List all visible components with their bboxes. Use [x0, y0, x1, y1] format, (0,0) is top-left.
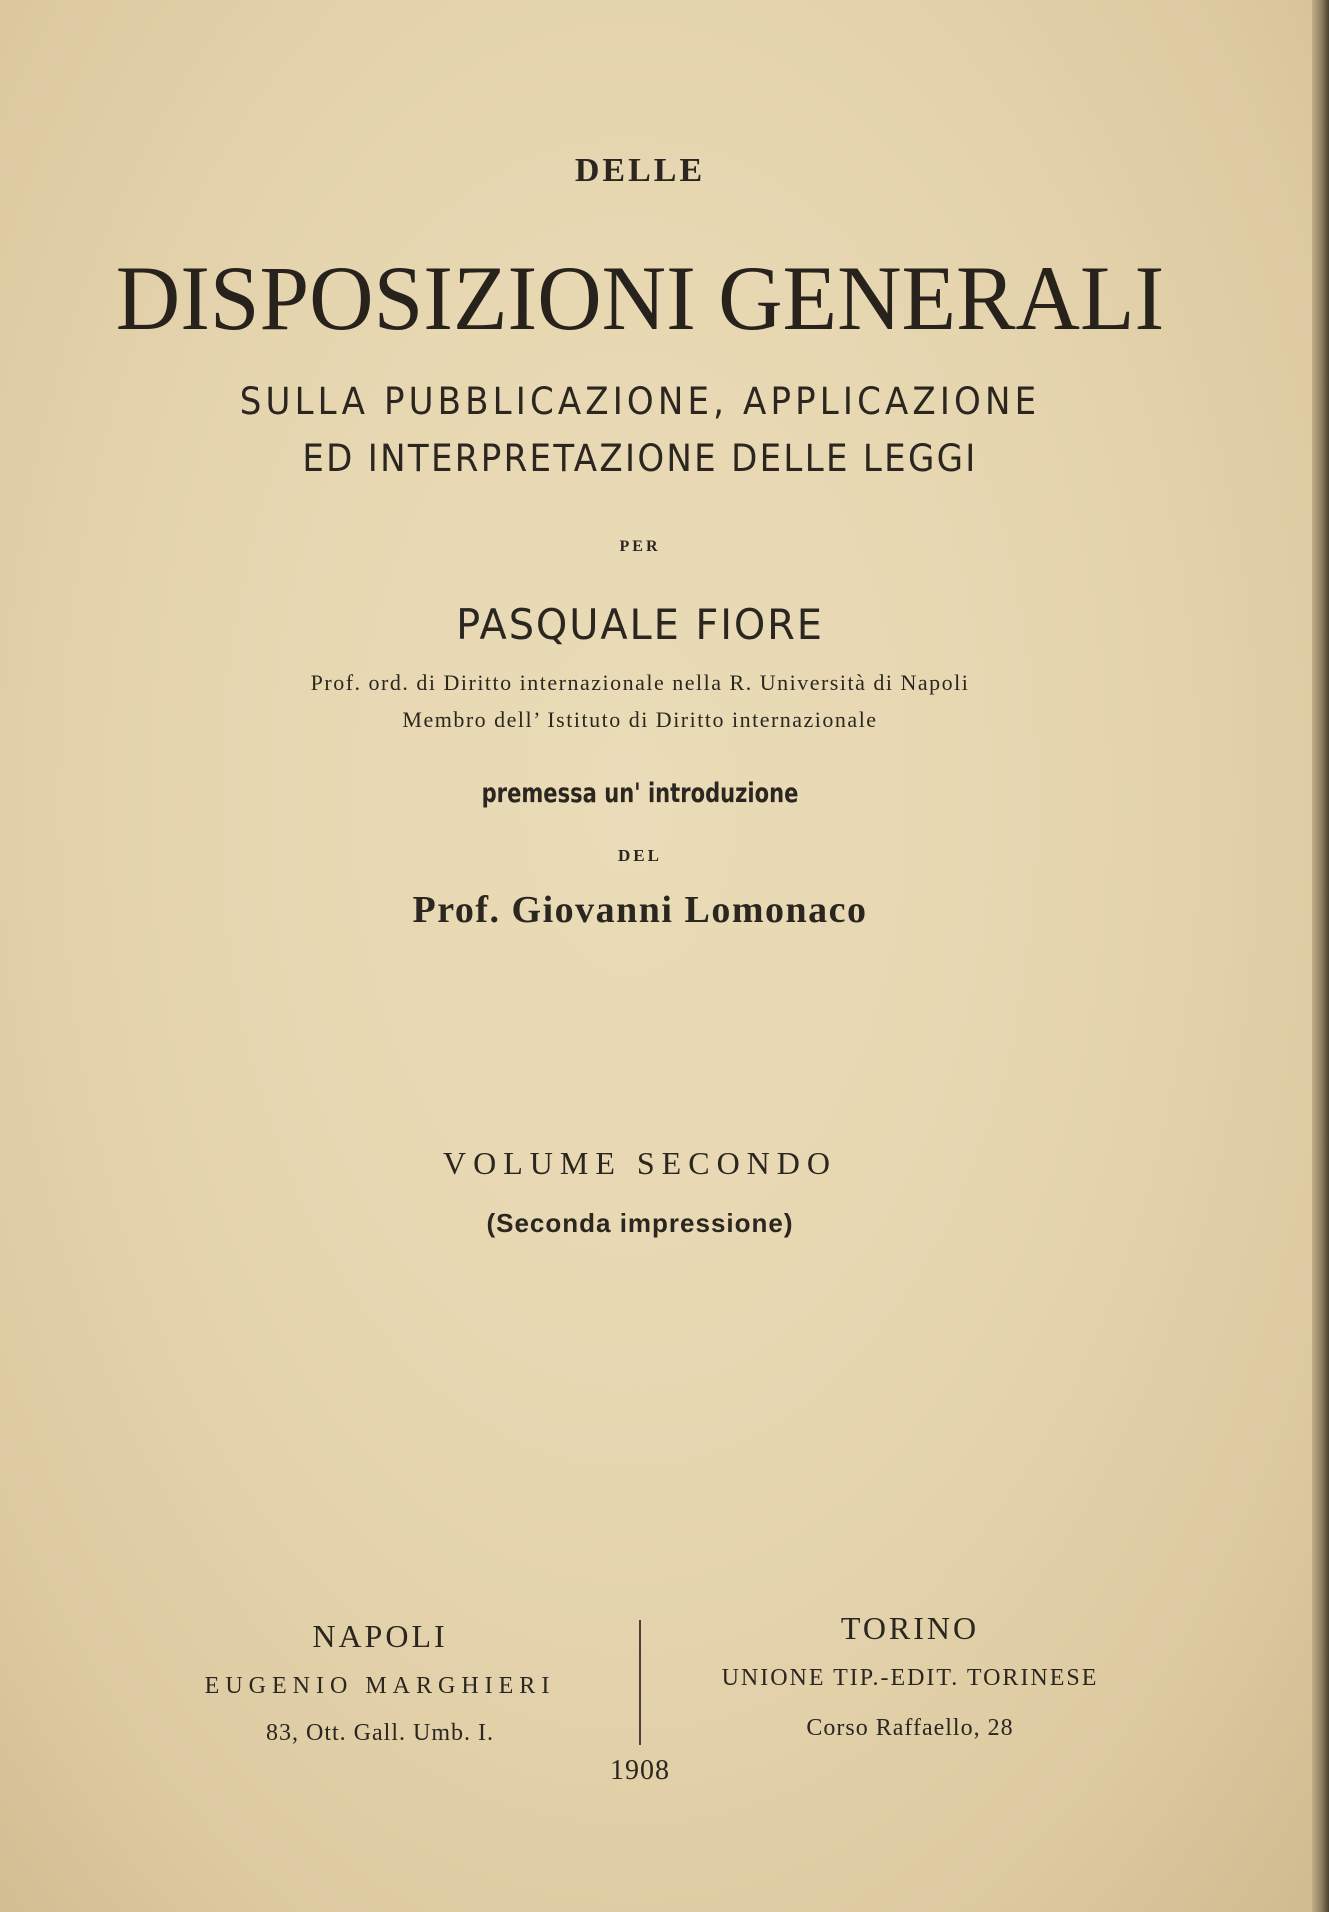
main-title: DISPOSIZIONI GENERALI [115, 247, 1165, 349]
by-label: PER [619, 538, 661, 555]
subtitle-line-1: SULLA PUBBLICAZIONE, APPLICAZIONE [239, 380, 1041, 423]
author-role-2: Membro dell’ Istituto di Diritto internazionale [402, 707, 878, 732]
publisher-right-name: UNIONE TIP.-EDIT. TORINESE [721, 1665, 1099, 1691]
author-name: PASQUALE FIORE [456, 600, 824, 649]
volume-label: VOLUME SECONDO [443, 1145, 837, 1181]
publisher-right-city: TORINO [840, 1610, 980, 1646]
publisher-right-address: Corso Raffaello, 28 [806, 1715, 1014, 1741]
publication-year: 1908 [610, 1755, 670, 1786]
intro-author: Prof. Giovanni Lomonaco [412, 889, 868, 931]
page-edge [1312, 0, 1329, 1912]
intro-by-label: DEL [618, 846, 662, 865]
intro-label: premessa un' introduzione [481, 778, 799, 809]
impression-label: (Seconda impressione) [486, 1208, 794, 1238]
subtitle-line-2: ED INTERPRETAZIONE DELLE LEGGI [302, 437, 978, 480]
author-role-1: Prof. ord. di Diritto internazionale nella R. Università di Napoli [310, 670, 970, 695]
publisher-divider [639, 1620, 641, 1745]
publisher-left-city: NAPOLI [312, 1618, 448, 1654]
heading-small: DELLE [574, 152, 706, 189]
publisher-left-name: EUGENIO MARGHIERI [204, 1673, 556, 1699]
publisher-left-address: 83, Ott. Gall. Umb. I. [266, 1720, 494, 1746]
